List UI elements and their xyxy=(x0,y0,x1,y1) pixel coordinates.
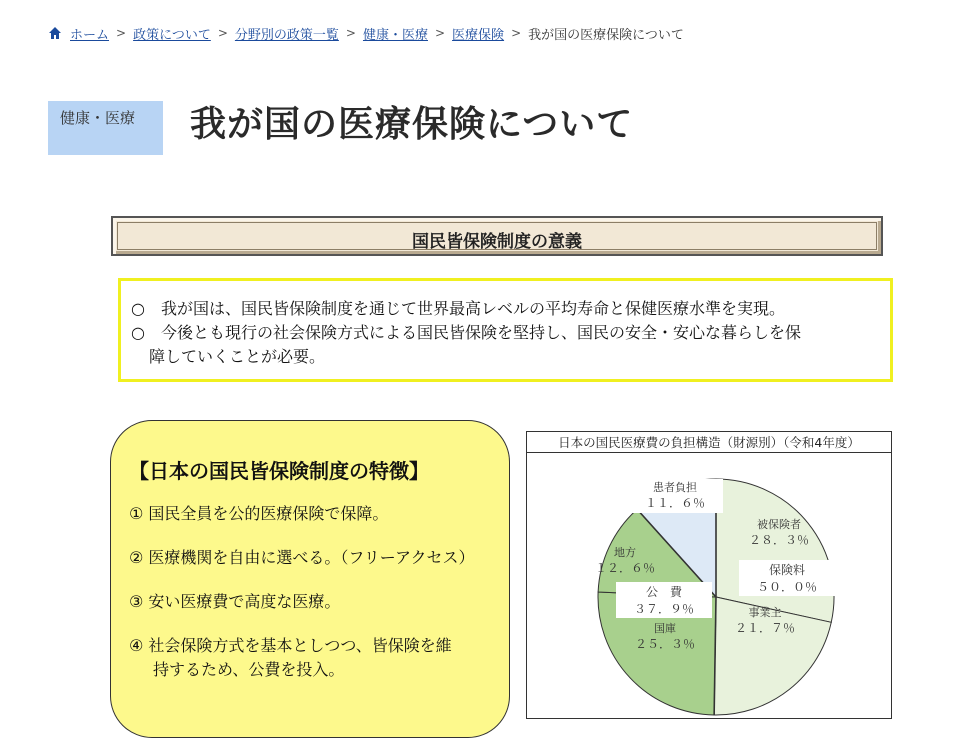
meaning-line: ○ 我が国は、国民皆保険制度を通じて世界最高レベルの平均寿命と保健医療水準を実現。 xyxy=(131,299,785,318)
meaning-box xyxy=(118,278,893,382)
chevron-right-icon: > xyxy=(217,26,228,40)
section-title: 国民皆保険制度の意義 xyxy=(412,232,582,252)
features-title: 【日本の国民皆保険制度の特徴】 xyxy=(129,459,429,483)
chevron-right-icon: > xyxy=(434,26,446,40)
breadcrumb-link-home[interactable]: ホーム xyxy=(70,27,110,43)
slice-value-label: ２５．３％ xyxy=(634,637,696,651)
slice-label: 地方 xyxy=(614,546,636,559)
breadcrumb xyxy=(48,24,684,42)
slice-label: 患者負担 xyxy=(653,481,697,494)
pie-chart xyxy=(526,431,892,719)
breadcrumb-link-policy-fields[interactable]: 分野別の政策一覧 xyxy=(234,27,339,43)
home-icon[interactable] xyxy=(48,25,64,41)
feature-item: ② 医療機関を自由に選べる。（フリーアクセス） xyxy=(129,548,475,567)
feature-item-continued: 持するため、公費を投入。 xyxy=(153,660,345,679)
breadcrumb-link-health[interactable]: 健康・医療 xyxy=(362,27,428,43)
group-label: 公 費 xyxy=(645,585,683,599)
breadcrumb-link-policy[interactable]: 政策について xyxy=(133,27,211,43)
group-value-label: ５０．０％ xyxy=(756,580,818,594)
slice-value-label: ２１．７％ xyxy=(734,621,796,635)
chevron-right-icon: > xyxy=(345,26,356,40)
feature-item-text: ④ 社会保険方式を基本としつつ、皆保険を維 xyxy=(129,636,452,655)
breadcrumb-link-insurance[interactable]: 医療保険 xyxy=(452,27,505,43)
slice-value-label: ２８．３％ xyxy=(748,533,810,547)
group-label: 保険料 xyxy=(768,563,806,577)
page-title: 我が国の医療保険について xyxy=(190,104,634,145)
slice-label: 国庫 xyxy=(654,622,676,635)
chevron-right-icon: > xyxy=(511,26,522,40)
feature-item: ③ 安い医療費で高度な医療。 xyxy=(129,592,341,611)
feature-item xyxy=(129,634,509,682)
meaning-line-continued: 障していくことが必要。 xyxy=(149,347,326,366)
pie-chart-svg xyxy=(527,432,893,720)
slice-value-label: １２．６％ xyxy=(594,561,656,575)
breadcrumb-current: 我が国の医療保険について xyxy=(528,27,684,43)
category-tag: 健康・医療 xyxy=(48,101,163,155)
feature-item: ① 国民全員を公的医療保険で保障。 xyxy=(129,504,389,523)
features-box xyxy=(110,420,510,738)
slice-label: 被保険者 xyxy=(757,518,801,531)
chevron-right-icon: > xyxy=(116,26,127,40)
slice-value-label: １１．６％ xyxy=(644,496,706,510)
meaning-line: ○ 今後とも現行の社会保険方式による国民皆保険を堅持し、国民の安全・安心な暮らしを保 xyxy=(131,323,801,342)
slice-label: 事業主 xyxy=(748,606,782,619)
chart-title: 日本の国民医療費の負担構造（財源別）（令和4年度） xyxy=(558,435,860,450)
group-value-label: ３７．９％ xyxy=(633,602,695,616)
section-header-bar xyxy=(111,216,883,256)
